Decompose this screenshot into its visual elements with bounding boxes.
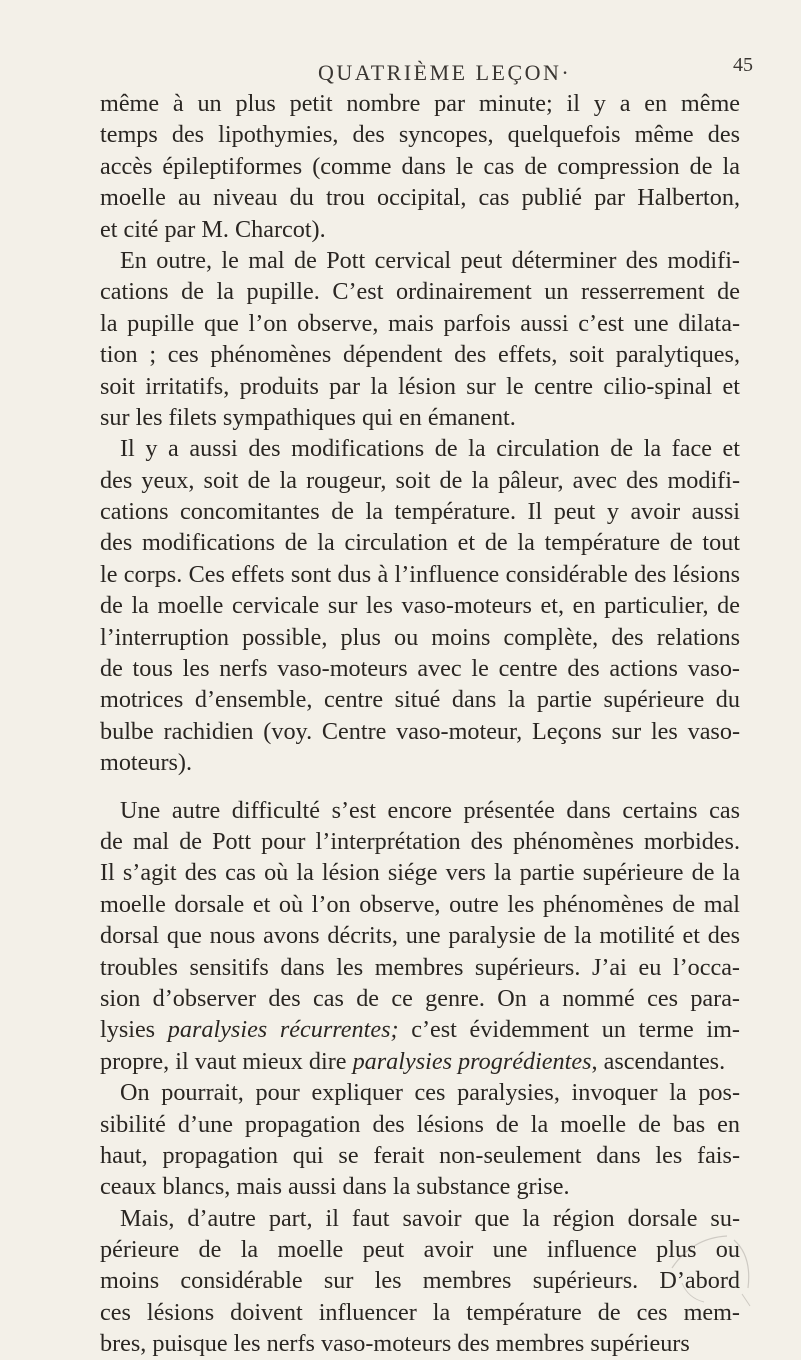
text-line: Mais, d’autre part, il faut savoir que la région dorsale su- — [120, 1204, 740, 1232]
text-line: bulbe rachidien (voy. Centre vaso-moteur, Leçons sur les vaso- — [100, 717, 740, 745]
running-head — [0, 52, 801, 92]
italic-term: paralysies récurrentes; — [167, 1016, 399, 1044]
text-line: cations concomitantes de la température. Il peut y avoir aussi — [100, 498, 740, 526]
text-line: Une autre difficulté s’est encore présentée dans certains cas — [120, 796, 740, 824]
text-line: accès épileptiformes (comme dans le cas de compression de la — [100, 152, 740, 180]
page-number: 45 — [733, 54, 753, 76]
text-line: On pourrait, pour expliquer ces paralysies, invoquer la pos- — [120, 1079, 740, 1107]
text-line: Il y a aussi des modifications de la circulation de la face et — [120, 435, 740, 463]
text-line: et cité par M. Charcot). — [100, 215, 326, 243]
text-line: moelle au niveau du trou occipital, cas publié par Halberton, — [100, 184, 740, 212]
italic-term: paralysies progrédientes — [352, 1047, 592, 1075]
library-stamp-icon — [652, 1228, 762, 1308]
running-title: QUATRIÈME LEÇON· — [318, 60, 572, 85]
text-line: cations de la pupille. C’est ordinairement un resserrement de — [100, 278, 740, 306]
text-line: bres, puisque les nerfs vaso-moteurs des membres supérieurs — [100, 1330, 690, 1358]
text-line: le corps. Ces effets sont dus à l’influence considérable des lésions — [100, 560, 740, 588]
text-line-with-italic — [100, 1046, 740, 1077]
text-line: la pupille que l’on observe, mais parfois aussi c’est une dilata- — [100, 309, 740, 337]
text-line: de mal de Pott pour l’interprétation des phénomènes morbides. — [100, 827, 740, 855]
text-line: temps des lipothymies, des syncopes, quelquefois même des — [100, 121, 740, 149]
text-line: de tous les nerfs vaso-moteurs avec le centre des actions vaso- — [100, 655, 740, 683]
text-segment: , ascendantes. — [591, 1047, 726, 1075]
text-line: ceaux blancs, mais aussi dans la substance grise. — [100, 1173, 570, 1201]
text-line: tion ; ces phénomènes dépendent des effets, soit paralytiques, — [100, 341, 740, 369]
text-segment: c’est évidemment un terme im- — [398, 1016, 740, 1044]
text-line: des modifications de la circulation et de la température de tout — [100, 529, 740, 557]
text-line: même à un plus petit nombre par minute; il y a en même — [100, 90, 740, 117]
text-line: de la moelle cervicale sur les vaso-moteurs et, en particulier, de — [100, 592, 740, 620]
text-line: moelle dorsale et où l’on observe, outre les phénomènes de mal — [100, 890, 740, 918]
text-line: troubles sensitifs dans les membres supérieurs. J’ai eu l’occa- — [100, 953, 740, 981]
paragraph-3 — [100, 433, 740, 778]
text-line: sion d’observer des cas de ce genre. On a nommé ces para- — [100, 984, 740, 1012]
text-line: haut, propagation qui se ferait non-seulement dans les fais- — [100, 1141, 740, 1169]
text-line: moins considérable sur les membres supérieurs. D’abord — [100, 1267, 740, 1295]
text-line: soit irritatifs, produits par la lésion sur le centre cilio-spinal et — [100, 372, 740, 400]
paragraph-1 — [100, 88, 740, 245]
text-line: moteurs). — [100, 749, 193, 777]
text-line: des yeux, soit de la rougeur, soit de la pâleur, avec des modifi- — [100, 466, 740, 494]
text-line: Il s’agit des cas où la lésion siége vers la partie supérieure de la — [100, 859, 740, 887]
body-text — [100, 88, 740, 1360]
text-line: ces lésions doivent influencer la température de ces mem- — [100, 1298, 740, 1326]
text-line: périeure de la moelle peut avoir une influence plus ou — [100, 1236, 740, 1264]
text-line: l’interruption possible, plus ou moins complète, des relations — [100, 623, 740, 651]
text-line: dorsal que nous avons décrits, une paralysie de la motilité et des — [100, 922, 740, 950]
text-segment: lysies — [100, 1016, 168, 1044]
text-line-with-italic — [100, 1014, 740, 1045]
paragraph-2 — [100, 245, 740, 433]
paragraph-gap — [100, 779, 740, 795]
paragraph-4 — [100, 795, 740, 1360]
text-line: motrices d’ensemble, centre situé dans la partie supérieure du — [100, 686, 740, 714]
text-segment: propre, il vaut mieux dire — [100, 1047, 353, 1075]
text-line: sibilité d’une propagation des lésions de la moelle de bas en — [100, 1110, 740, 1138]
text-line: sur les filets sympathiques qui en émanent. — [100, 403, 516, 431]
text-line: En outre, le mal de Pott cervical peut déterminer des modifi- — [120, 246, 740, 274]
